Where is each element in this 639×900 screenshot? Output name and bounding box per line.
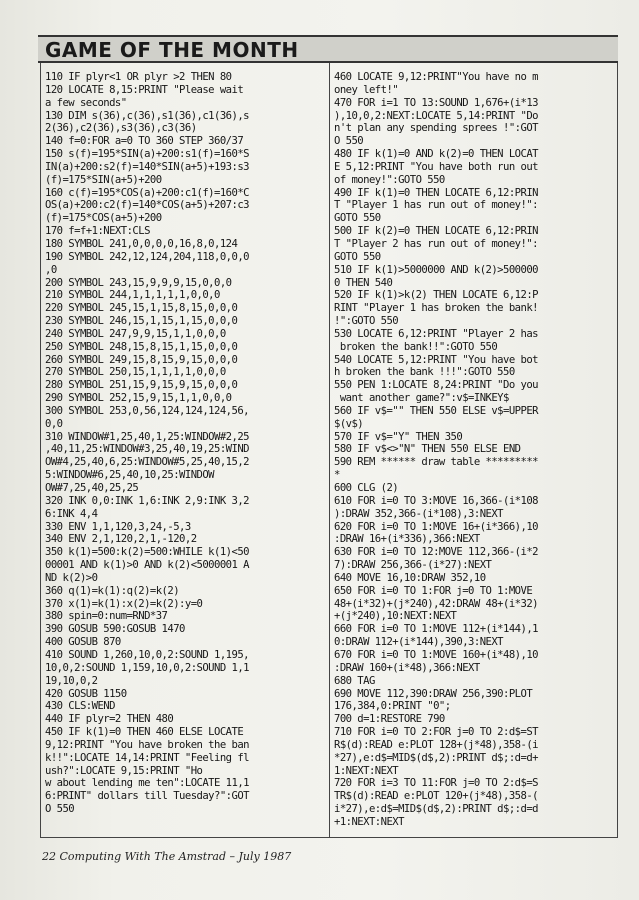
code-line: oney left!" [334,83,399,96]
code-line: :DRAW 160+(i*48),366:NEXT [334,661,480,674]
code-line: ND k(2)>0 [45,571,98,584]
code-line: 0,0 [45,417,63,430]
code-line: 460 LOCATE 9,12:PRINT"You have no m [334,71,538,83]
code-line: 350 k(1)=500:k(2)=500:WHILE k(1)<50 [45,546,249,559]
code-line: 700 d=1:RESTORE 790 [334,713,445,726]
code-line: 9,12:PRINT "You have broken the ban [45,738,249,751]
code-line: 530 LOCATE 6,12:PRINT "Player 2 has [334,327,538,340]
code-line: 610 FOR i=0 TO 3:MOVE 16,366-(i*108 [334,494,538,507]
code-line: 290 SYMBOL 252,15,9,15,1,1,0,0,0 [45,392,232,405]
code-line: 240 SYMBOL 247,9,9,15,1,1,0,0,0 [45,327,226,340]
code-line: 360 q(1)=k(1):q(2)=k(2) [45,584,180,597]
code-line: 180 SYMBOL 241,0,0,0,0,16,8,0,124 [45,237,238,250]
code-line: 200 SYMBOL 243,15,9,9,9,15,0,0,0 [45,276,232,289]
code-line: 600 CLG (2) [334,482,399,494]
code-listing-right-column [334,71,616,829]
code-line: *27),e:d$=MID$(d$,2):PRINT d$;:d=d+ [334,751,538,764]
code-line: 150 s(f)=195*SIN(a)+200:s1(f)=160*S [45,148,249,161]
code-line: 160 c(f)=195*COS(a)+200:c1(f)=160*C [45,186,249,199]
code-line: want another game?":v$=INKEY$ [334,392,509,405]
code-line: 0 THEN 540 [334,276,393,289]
code-line: 710 FOR i=0 TO 2:FOR j=0 TO 2:d$=ST [334,726,538,739]
code-line: 270 SYMBOL 250,15,1,1,1,1,0,0,0 [45,366,226,379]
code-line: (f)=175*SIN(a+5)+200 [45,173,162,186]
code-line: 220 SYMBOL 245,15,1,15,8,15,0,0,0 [45,302,238,315]
code-line: OS(a)+200:c2(f)=140*COS(a+5)+207:c3 [45,199,249,212]
code-line: 19,10,0,2 [45,674,98,687]
code-line: 520 IF k(1)>k(2) THEN LOCATE 6,12:P [334,289,538,302]
code-line: $(v$) [334,417,364,430]
code-line: R$(d):READ e:PLOT 128+(j*48),358-(i [334,738,538,751]
code-line: 420 GOSUB 1150 [45,687,127,700]
code-line: 510 IF k(1)>5000000 AND k(2)>500000 [334,263,538,276]
code-line: 490 IF k(1)=0 THEN LOCATE 6,12:PRIN [334,186,538,199]
code-line: ,40,11,25:WINDOW#3,25,40,19,25:WIND [45,443,249,456]
code-line: 440 IF plyr=2 THEN 480 [45,713,174,726]
code-line: 110 IF plyr<1 OR plyr >2 THEN 80 [45,71,232,83]
column-divider [329,63,330,838]
code-line: 0:DRAW 112+(i*144),390,3:NEXT [334,636,504,649]
code-line: of money!":GOTO 550 [334,173,445,186]
code-line: 400 GOSUB 870 [45,636,121,649]
code-line: 650 FOR i=0 TO 1:FOR j=0 TO 1:MOVE [334,584,533,597]
code-line: 280 SYMBOL 251,15,9,15,9,15,0,0,0 [45,379,238,392]
code-line: 130 DIM s(36),c(36),s1(36),c1(36),s [45,109,249,122]
code-line: 390 GOSUB 590:GOSUB 1470 [45,623,185,636]
code-line: n't plan any spending sprees !":GOT [334,122,538,135]
code-line: OW#7,25,40,25,25 [45,482,139,494]
code-line: 640 MOVE 16,10:DRAW 352,10 [334,571,486,584]
code-line: 580 IF v$<>"N" THEN 550 ELSE END [334,443,521,456]
code-line: 470 FOR i=1 TO 13:SOUND 1,676+(i*13 [334,96,538,109]
code-line: 210 SYMBOL 244,1,1,1,1,1,0,0,0 [45,289,220,302]
code-line: +(j*240),10:NEXT:NEXT [334,610,457,623]
code-line: 550 PEN 1:LOCATE 8,24:PRINT "Do you [334,379,538,392]
code-line: 250 SYMBOL 248,15,8,15,1,15,0,0,0 [45,340,238,353]
code-line: 430 CLS:WEND [45,700,115,713]
code-line: 260 SYMBOL 249,15,8,15,9,15,0,0,0 [45,353,238,366]
code-listing-left-column [45,71,327,816]
code-line: 310 WINDOW#1,25,40,1,25:WINDOW#2,25 [45,430,249,443]
code-line: T "Player 1 has run out of money!": [334,199,538,212]
code-line: broken the bank!!":GOTO 550 [334,340,498,353]
code-line: IN(a)+200:s2(f)=140*SIN(a+5)+193:s3 [45,160,249,173]
code-line: 00001 AND k(1)>0 AND k(2)<5000001 A [45,559,249,572]
code-line: 450 IF k(1)=0 THEN 460 ELSE LOCATE [45,726,244,739]
code-line: 410 SOUND 1,260,10,0,2:SOUND 1,195, [45,648,249,661]
code-line: h broken the bank !!!":GOTO 550 [334,366,515,379]
code-line: 540 LOCATE 5,12:PRINT "You have bot [334,353,538,366]
code-line: 140 f=0:FOR a=0 TO 360 STEP 360/37 [45,135,244,148]
code-line: E 5,12:PRINT "You have both run out [334,160,538,173]
code-line: 10,0,2:SOUND 1,159,10,0,2:SOUND 1,1 [45,661,249,674]
code-line: 120 LOCATE 8,15:PRINT "Please wait [45,83,244,96]
code-line: T "Player 2 has run out of money!": [334,237,538,250]
code-line: 620 FOR i=0 TO 1:MOVE 16+(i*366),10 [334,520,538,533]
code-line: :DRAW 16+(i*336),366:NEXT [334,533,480,546]
code-line: 176,384,0:PRINT "0"; [334,700,451,713]
code-line: RINT "Player 1 has broken the bank! [334,302,538,315]
code-line: +1:NEXT:NEXT [334,815,404,828]
code-line: 720 FOR i=3 TO 11:FOR j=0 TO 2:d$=S [334,777,538,790]
code-line: (f)=175*COS(a+5)+200 [45,212,162,225]
code-line: ):DRAW 352,366-(i*108),3:NEXT [334,507,504,520]
code-line: 300 SYMBOL 253,0,56,124,124,124,56, [45,404,249,417]
code-line: 330 ENV 1,1,120,3,24,-5,3 [45,520,191,533]
code-line: 6:INK 4,4 [45,507,98,520]
code-line: 660 FOR i=0 TO 1:MOVE 112+(i*144),1 [334,623,538,636]
code-line: 5:WINDOW#6,25,40,10,25:WINDOW [45,469,215,482]
code-line: GOTO 550 [334,212,381,225]
code-line: 6:PRINT" dollars till Tuesday?":GOT [45,790,249,803]
code-line: TR$(d):READ e:PLOT 120+(j*48),358-( [334,790,538,803]
code-line: !":GOTO 550 [334,315,399,328]
section-title: GAME OF THE MONTH [45,38,299,62]
code-line: 2(36),c2(36),s3(36),c3(36) [45,122,197,135]
code-line: ,0 [45,263,57,276]
page-footer: 22 Computing With The Amstrad – July 1987 [42,850,292,863]
code-line: 500 IF k(2)=0 THEN LOCATE 6,12:PRIN [334,225,538,238]
code-line: 680 TAG [334,674,375,687]
code-line: a few seconds" [45,96,127,109]
code-line: 570 IF v$="Y" THEN 350 [334,430,463,443]
code-line: O 550 [334,135,364,148]
code-line: * [334,469,340,482]
code-line: w about lending me ten":LOCATE 11,1 [45,777,249,790]
code-line: 340 ENV 2,1,120,2,1,-120,2 [45,533,197,546]
code-line: 690 MOVE 112,390:DRAW 256,390:PLOT [334,687,533,700]
code-line: 380 spin=0:num=RND*37 [45,610,168,623]
code-line: k!!":LOCATE 14,14:PRINT "Feeling fl [45,751,249,764]
code-line: 230 SYMBOL 246,15,1,15,1,15,0,0,0 [45,315,238,328]
code-line: ush?":LOCATE 9,15:PRINT "Ho [45,764,203,777]
code-line: 590 REM ****** draw table ********* [334,456,538,469]
code-line: 670 FOR i=0 TO 1:MOVE 160+(i*48),10 [334,648,538,661]
code-line: 170 f=f+1:NEXT:CLS [45,225,150,238]
code-line: OW#4,25,40,6,25:WINDOW#5,25,40,15,2 [45,456,249,469]
code-line: GOTO 550 [334,250,381,263]
code-line: ),10,0,2:NEXT:LOCATE 5,14:PRINT "Do [334,109,538,122]
code-line: O 550 [45,803,75,816]
code-line: 7):DRAW 256,366-(i*27):NEXT [334,559,492,572]
code-line: 480 IF k(1)=0 AND k(2)=0 THEN LOCAT [334,148,538,161]
code-line: 48+(i*32)+(j*240),42:DRAW 48+(i*32) [334,597,538,610]
code-line: 630 FOR i=0 TO 12:MOVE 112,366-(i*2 [334,546,538,559]
code-line: 320 INK 0,0:INK 1,6:INK 2,9:INK 3,2 [45,494,249,507]
section-header-bar [38,35,618,63]
code-line: i*27),e:d$=MID$(d$,2):PRINT d$;:d=d [334,803,538,816]
code-line: 560 IF v$="" THEN 550 ELSE v$=UPPER [334,404,538,417]
code-line: 190 SYMBOL 242,12,124,204,118,0,0,0 [45,250,249,263]
code-line: 1:NEXT:NEXT [334,764,399,777]
code-line: 370 x(1)=k(1):x(2)=k(2):y=0 [45,597,203,610]
